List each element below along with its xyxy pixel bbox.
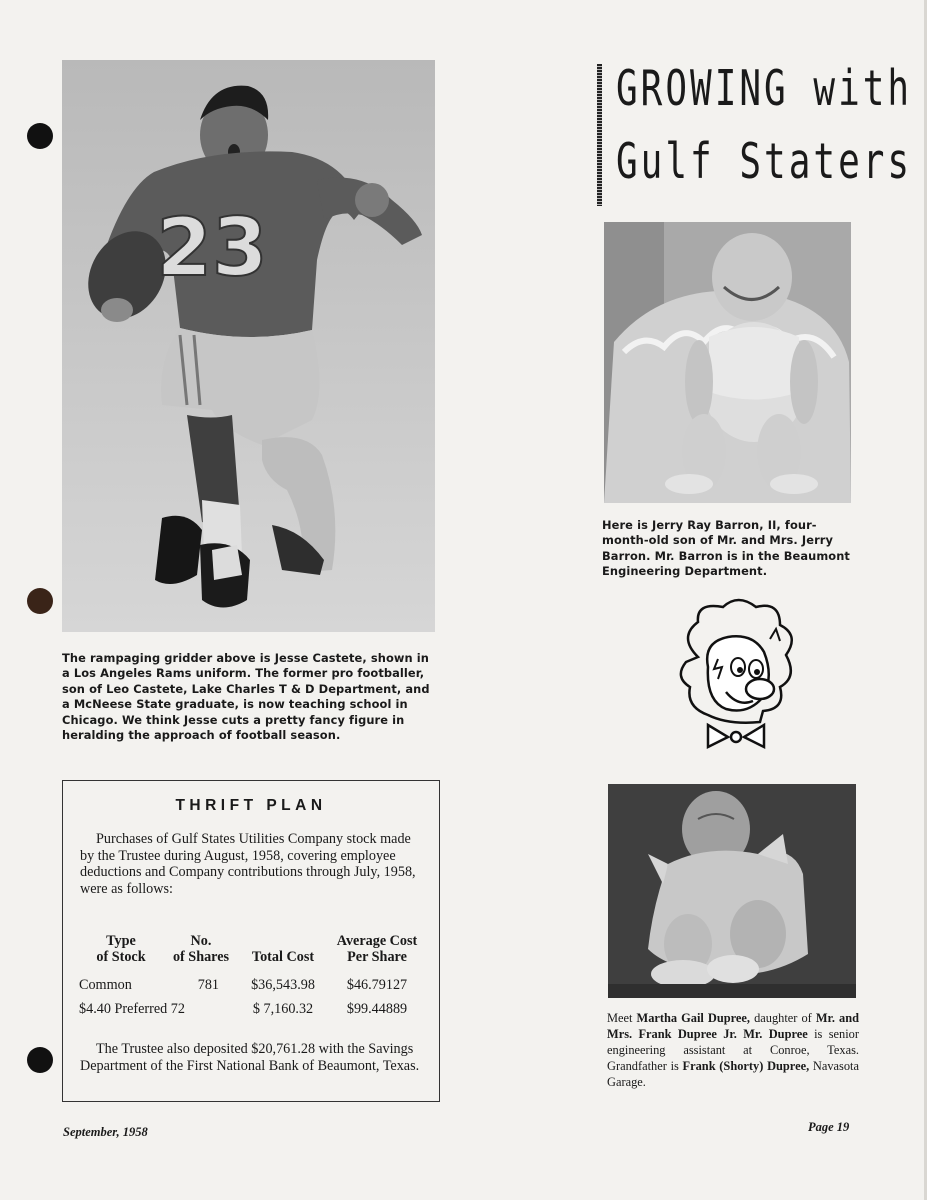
binder-hole-bottom — [27, 1047, 53, 1073]
baby2-caption: Meet Martha Gail Dupree, daughter of Mr. and Mrs. Frank Dupree Jr. Mr. Dupree is senior engineering assistant at Conroe, Texas. Grandfather is Frank (Shorty) Dupree, Navasota Garage. — [607, 1011, 860, 1089]
cell-average: $46.79127 — [346, 977, 408, 993]
baby-photo-martha-dupree — [608, 784, 856, 998]
baby1-caption: Here is Jerry Ray Barron, II, four-month-old son of Mr. and Mrs. Jerry Barron. Mr. Barron is in the Beaumont Engineering Department. — [602, 518, 850, 579]
cell-type: Common — [79, 977, 132, 993]
table-row — [79, 997, 427, 1021]
header-type: Type of Stock — [96, 933, 146, 965]
heading-line-1: GROWING with — [616, 62, 913, 118]
baby-photo-jerry-barron — [604, 222, 851, 503]
cell-total: $36,543.98 — [251, 977, 315, 993]
cell-total: $ 7,160.32 — [252, 1001, 314, 1017]
thrift-plan-title: THRIFT PLAN — [175, 797, 327, 814]
binder-hole-top — [27, 123, 53, 149]
mascot-illustration — [668, 597, 804, 759]
football-photo-caption: The rampaging gridder above is Jesse Castete, shown in a Los Angeles Rams uniform. The former pro footballer, son of Leo Castete, Lake Charles T & D Department, and a McNeese State graduate, is now teaching school in Chicago. We think Jesse cuts a pretty fancy figure in heralding the approach of football season. — [62, 651, 430, 743]
table-row — [79, 973, 427, 997]
page-number: Page 19 — [808, 1120, 850, 1134]
table-header-row — [79, 933, 427, 973]
binder-hole-middle — [27, 588, 53, 614]
heading-rule-bar — [597, 64, 602, 206]
section-heading — [597, 60, 913, 210]
thrift-plan-footer: The Trustee also deposited $20,761.28 with the Savings Department of the First National Bank of Beaumont, Texas. — [80, 1041, 420, 1074]
cell-average: $99.44889 — [346, 1001, 408, 1017]
thrift-plan-box — [62, 780, 440, 1102]
football-player-photo — [62, 60, 435, 632]
cell-type-shares: $4.40 Preferred 72 — [79, 1001, 185, 1017]
thrift-plan-intro: Purchases of Gulf States Utilities Company stock made by the Trustee during August, 1958, covering employee deductions and Company contributions through July, 1958, were as follows: — [80, 831, 416, 897]
footer-date: September, 1958 — [63, 1125, 148, 1139]
jersey-number: 23 — [156, 201, 268, 294]
header-shares: No. of Shares — [172, 933, 230, 965]
header-average-cost: Average Cost Per Share — [336, 933, 418, 965]
heading-line-2: Gulf Staters — [616, 135, 913, 191]
thrift-plan-table — [79, 933, 427, 1021]
cell-shares: 781 — [197, 977, 219, 993]
header-total-cost: Total Cost — [251, 949, 315, 965]
